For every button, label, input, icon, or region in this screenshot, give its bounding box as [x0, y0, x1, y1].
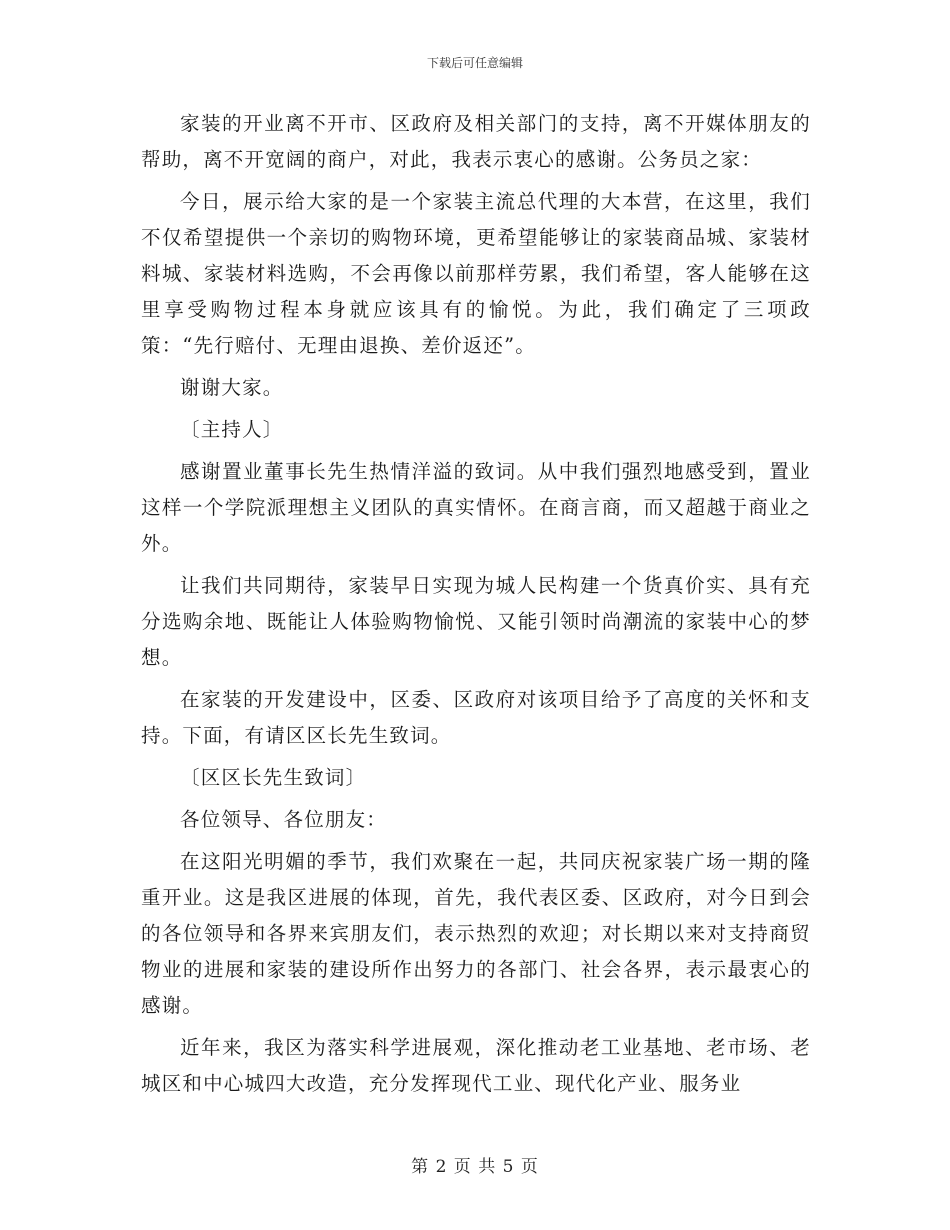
paragraph: 在这阳光明媚的季节，我们欢聚在一起，共同庆祝家装广场一期的隆重开业。这是我区进展的体现，首先，我代表区委、区政府，对今日到会的各位领导和各界来宾朋友们，表示热烈的欢迎；对长期以来对支持商贸物业的进展和家装的建设所作出努力的各部门、社会各界，表示最衷心的感谢。: [141, 850, 811, 1017]
paragraph: 〔区区长先生致词〕: [180, 766, 367, 789]
paragraph: 今日，展示给大家的是一个家装主流总代理的大本营，在这里，我们不仅希望提供一个亲切的购物环境，更希望能够让的家装商品城、家装材料城、家装材料选购，不会再像以前那样劳累，我们希望，客人能够在这里享受购物过程本身就应该具有的愉悦。为此，我们确定了三项政策：“先行赔付、无理由退换、差价返还”。: [141, 190, 811, 357]
paragraph: 在家装的开发建设中，区委、区政府对该项目给予了高度的关怀和支持。下面，有请区区长先生致词。: [141, 688, 811, 747]
document-body: [141, 106, 811, 1102]
page-number: 第 2 页 共 5 页: [411, 1157, 539, 1177]
paragraph: 家装的开业离不开市、区政府及相关部门的支持，离不开媒体朋友的帮助，离不开宽阔的商户，对此，我表示衷心的感谢。公务员之家：: [141, 112, 811, 171]
paragraph: 〔主持人〕: [180, 418, 284, 441]
paragraph: 感谢置业董事长先生热情洋溢的致词。从中我们强烈地感受到，置业这样一个学院派理想主义团队的真实情怀。在商言商，而又超越于商业之外。: [141, 460, 811, 555]
paragraph: 各位领导、各位朋友：: [180, 808, 388, 831]
paragraph: 谢谢大家。: [180, 376, 284, 399]
page-header-note: 下载后可任意编辑: [426, 56, 523, 70]
paragraph: 近年来，我区为落实科学进展观，深化推动老工业基地、老市场、老城区和中心城四大改造，充分发挥现代工业、现代化产业、服务业: [141, 1036, 811, 1095]
paragraph: 让我们共同期待，家装早日实现为城人民构建一个货真价实、具有充分选购余地、既能让人体验购物愉悦、又能引领时尚潮流的家装中心的梦想。: [141, 574, 811, 669]
